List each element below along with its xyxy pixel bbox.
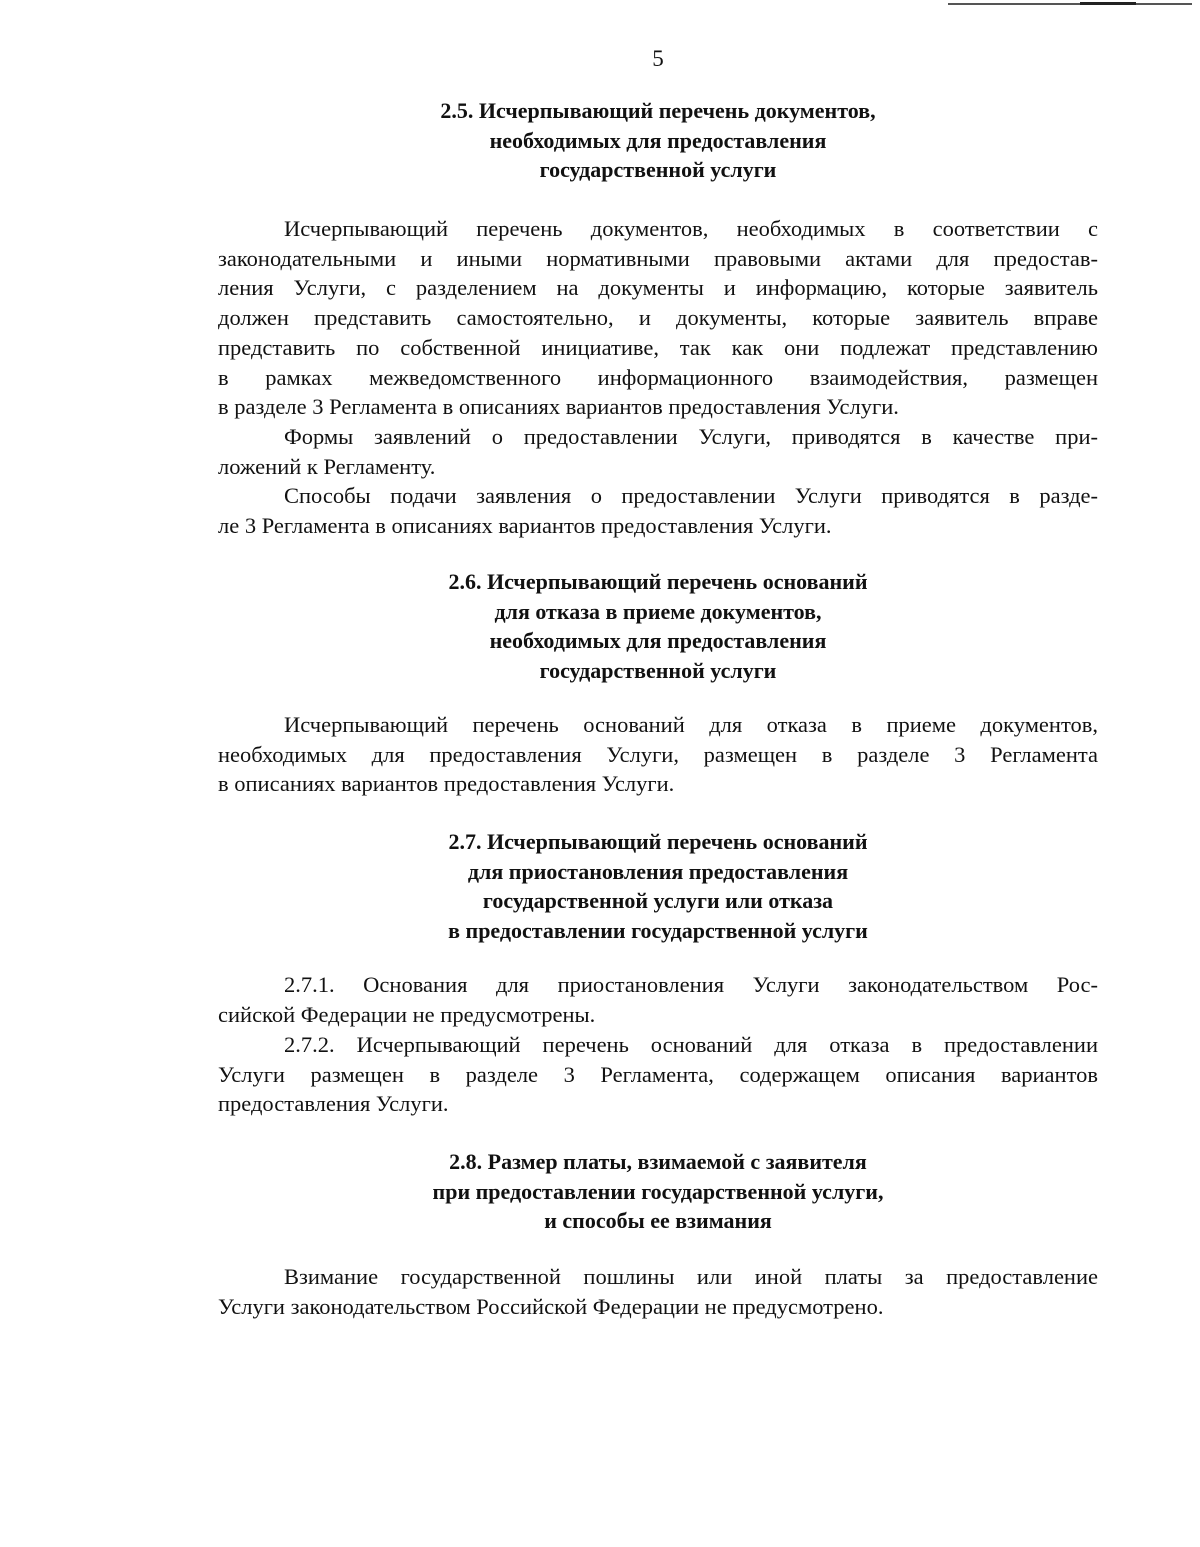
section-2-6-paragraph-1: Исчерпывающий перечень оснований для отказа в приеме документов, необходимых для предоставления Услуги, размещен в разделе 3 Регламента в описаниях вариантов предоставления Услуги.: [218, 712, 1098, 797]
section-2-5-heading: 2.5. Исчерпывающий перечень документов, необходимых для предоставления государственной услуги: [440, 98, 876, 182]
section-2-6-heading: 2.6. Исчерпывающий перечень оснований для отказа в приеме документов, необходимых для предоставления государственной услуги: [448, 569, 868, 683]
header-rule-mark: [1080, 2, 1136, 5]
section-2-5-paragraph-2: Формы заявлений о предоставлении Услуги, приводятся в качестве при- ложений к Регламенту.: [218, 424, 1098, 479]
section-2-7-paragraph-2: 2.7.2. Исчерпывающий перечень оснований для отказа в предоставлении Услуги размещен в разделе 3 Регламента, содержащем описания вариантов предоставления Услуги.: [218, 1032, 1098, 1117]
section-2-5-paragraph-3: Способы подачи заявления о предоставлении Услуги приводятся в разде- ле 3 Регламента в описаниях вариантов предоставления Услуги.: [218, 483, 1098, 538]
section-2-8-heading: 2.8. Размер платы, взимаемой с заявителя при предоставлении государственной услуги, и способы ее взимания: [432, 1149, 884, 1233]
section-2-5-paragraph-1: Исчерпывающий перечень документов, необходимых в соответствии с законодательными и иными нормативными правовыми актами для предостав- ления Услуги, с разделением на документы и информацию, которые заявитель должен представить самостоятельно, и документы, которые заявитель вправе представить по собственной инициативе, так как они подлежат представлению в рамках межведомственного информационного взаимодействия, размещен в разделе 3 Регламента в описаниях вариантов предоставления Услуги.: [218, 216, 1098, 420]
section-2-7-heading: 2.7. Исчерпывающий перечень оснований для приостановления предоставления государственной услуги или отказа в предоставлении государственной услуги: [448, 829, 868, 943]
section-2-8-paragraph-1: Взимание государственной пошлины или иной платы за предоставление Услуги законодательством Российской Федерации не предусмотрено.: [218, 1264, 1098, 1319]
header-rule: [948, 3, 1192, 5]
section-2-7-paragraph-1: 2.7.1. Основания для приостановления Услуги законодательством Рос- сийской Федерации не предусмотрены.: [218, 972, 1098, 1027]
page-number: 5: [652, 46, 664, 71]
